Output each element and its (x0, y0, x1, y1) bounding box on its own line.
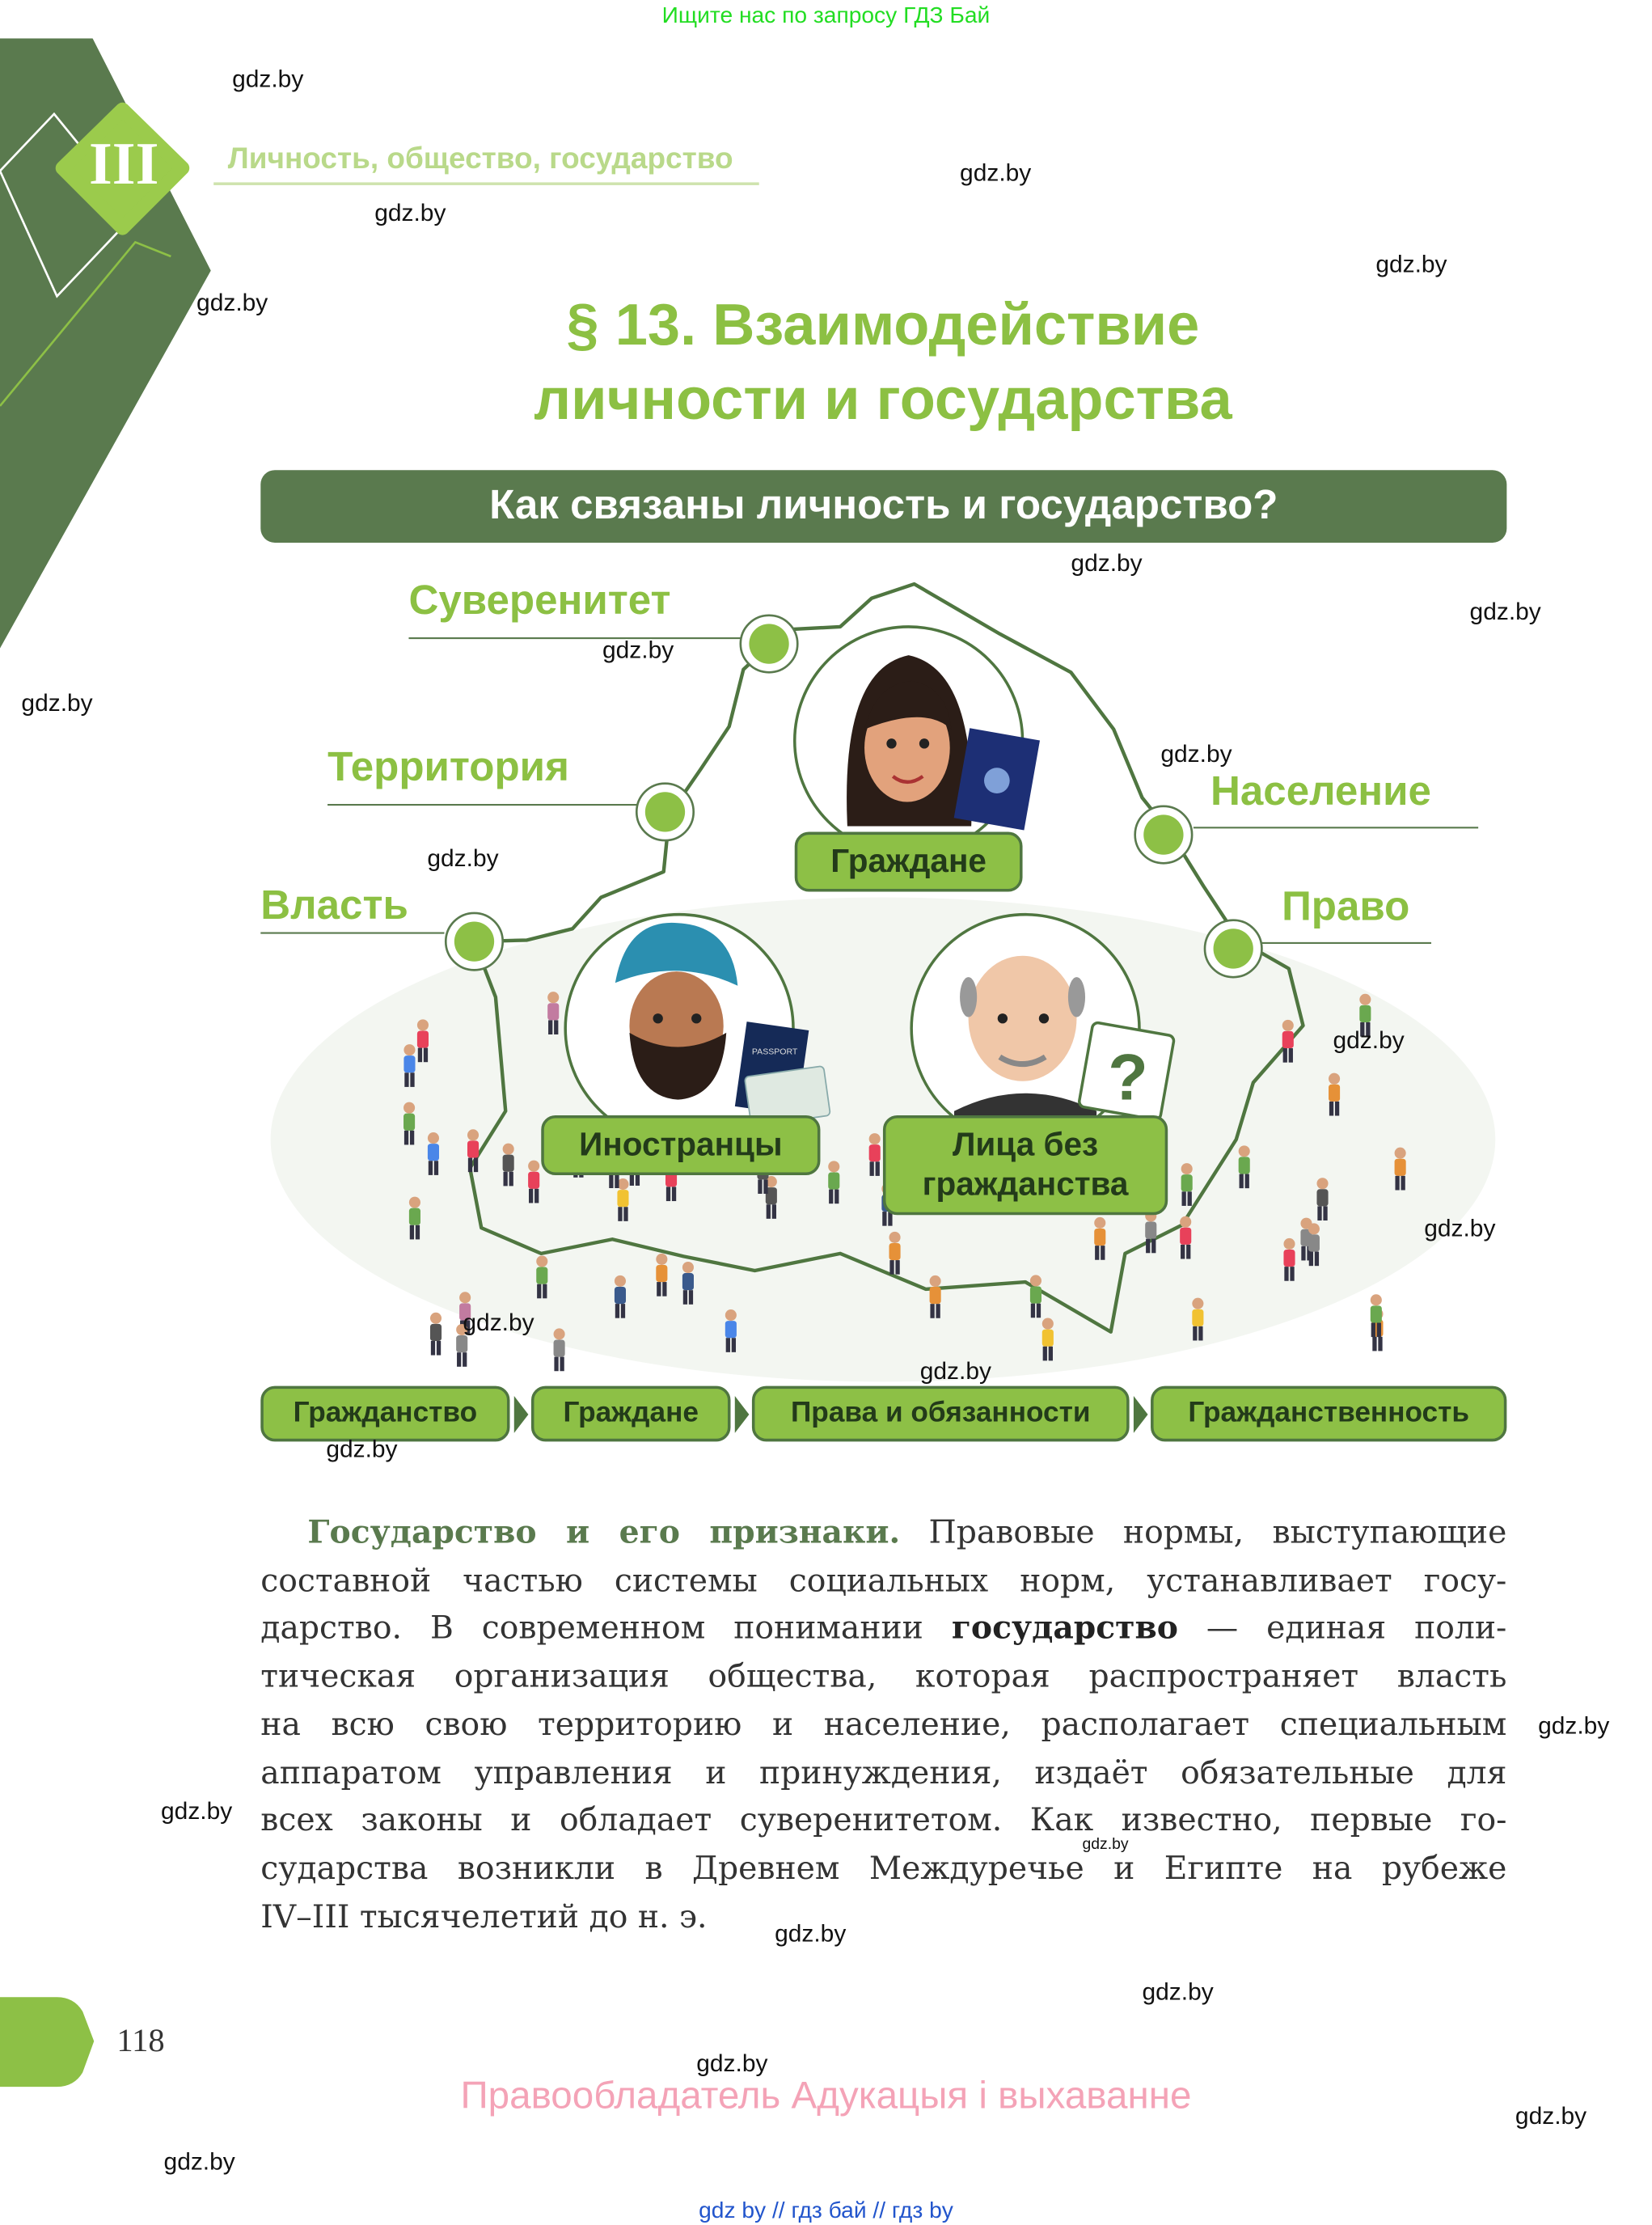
paragraph-line (260, 1510, 1506, 1558)
person-figure (430, 1313, 442, 1356)
feature-sovereignty: Суверенитет (408, 578, 671, 624)
term-state: государство (951, 1610, 1178, 1648)
section-title-line-2: личности и государства (534, 366, 1232, 432)
search-hint[interactable]: Ищите нас по запросу ГДЗ Бай (661, 4, 991, 29)
paragraph-line: сударства возникли в Древнем Междуречье и Египте на рубеже (260, 1850, 1507, 1888)
page-number: 118 (116, 2022, 165, 2058)
watermark: gdz.by (427, 844, 499, 872)
watermark: gdz.by (1082, 1836, 1129, 1854)
chain-arrow-icon (1134, 1396, 1148, 1433)
chain-rights-duties: Права и обязанности (752, 1386, 1130, 1442)
feature-law: Право (1282, 884, 1410, 931)
paragraph-text: дарство. В современном понимании (260, 1610, 952, 1648)
chain-citizens: Граждане (531, 1386, 731, 1442)
watermark: gdz.by (232, 66, 304, 93)
watermark: gdz.by (1538, 1711, 1610, 1740)
paragraph-line: IV–III тысячелетий до н. э. (260, 1898, 708, 1935)
watermark: gdz.by (374, 199, 446, 227)
feature-territory: Территория (327, 745, 569, 791)
section-title (356, 288, 1409, 436)
watermark: gdz.by (196, 289, 268, 316)
chain-citizenship: Гражданство (260, 1386, 509, 1442)
watermark: gdz.by (21, 689, 93, 717)
watermark: gdz.by (602, 637, 674, 664)
watermark: gdz.by (919, 1357, 991, 1385)
watermark: gdz.by (1515, 2102, 1587, 2130)
watermark: gdz.by (1333, 1026, 1405, 1055)
watermark: gdz.by (1160, 740, 1232, 768)
watermark: gdz.by (696, 2049, 768, 2077)
question-banner: Как связаны личность и государство? (260, 470, 1506, 543)
passport-label: PASSPORT (751, 1047, 798, 1057)
watermark: gdz.by (463, 1309, 534, 1337)
watermark: gdz.by (960, 159, 1032, 187)
paragraph-line: всех законы и обладает суверенитетом. Как известно, первые го- (260, 1802, 1507, 1840)
group-foreigners: Иностранцы (541, 1115, 820, 1175)
chain-arrow-icon (514, 1396, 529, 1433)
paragraph-line: составной частью системы социальных норм, устанавливает госу- (260, 1562, 1507, 1600)
paragraph-line: аппаратом управления и принуждения, издаёт обязательные для (260, 1753, 1507, 1791)
section-title-line-1: § 13. Взаимодействие (566, 292, 1200, 358)
paragraph-text: — единая поли- (1177, 1610, 1507, 1648)
chain-civic-spirit: Гражданственность (1151, 1386, 1506, 1442)
watermark: gdz.by (1142, 1978, 1214, 2006)
group-stateless: Лица без гражданства (883, 1115, 1168, 1215)
paragraph-line (260, 1606, 1506, 1654)
watermark: gdz.by (1071, 549, 1143, 577)
paragraph-line: на всю свою территорию и население, располагает специальным (260, 1706, 1507, 1744)
watermark: gdz.by (1469, 598, 1541, 626)
watermark: gdz.by (326, 1436, 398, 1463)
group-citizens: Граждане (795, 832, 1023, 892)
copyright-notice: Правообладатель Адукацыя і выхаванне (460, 2074, 1192, 2117)
paragraph-text: Правовые нормы, выступающие (900, 1514, 1507, 1551)
chapter-underline (213, 182, 759, 185)
question-mark: ? (1108, 1041, 1148, 1115)
chapter-number: III (89, 132, 159, 198)
paragraph-lead: Государство и его признаки. (307, 1514, 901, 1551)
bottom-links[interactable]: gdz by // гдз бай // гдз by (699, 2199, 953, 2224)
person-figure (554, 1328, 565, 1371)
citizen-portrait (795, 627, 1040, 855)
watermark: gdz.by (1424, 1215, 1496, 1242)
watermark: gdz.by (161, 1797, 233, 1825)
feature-power: Власть (260, 882, 408, 929)
feature-population: Население (1210, 769, 1431, 815)
watermark: gdz.by (163, 2147, 235, 2176)
watermark: gdz.by (1375, 250, 1447, 278)
body-paragraph (260, 1510, 1506, 1942)
watermark: gdz.by (775, 1920, 847, 1948)
paragraph-line: тическая организация общества, которая распространяет власть (260, 1658, 1507, 1696)
chapter-title: Личность, общество, государство (227, 142, 733, 176)
chain-arrow-icon (735, 1396, 750, 1433)
